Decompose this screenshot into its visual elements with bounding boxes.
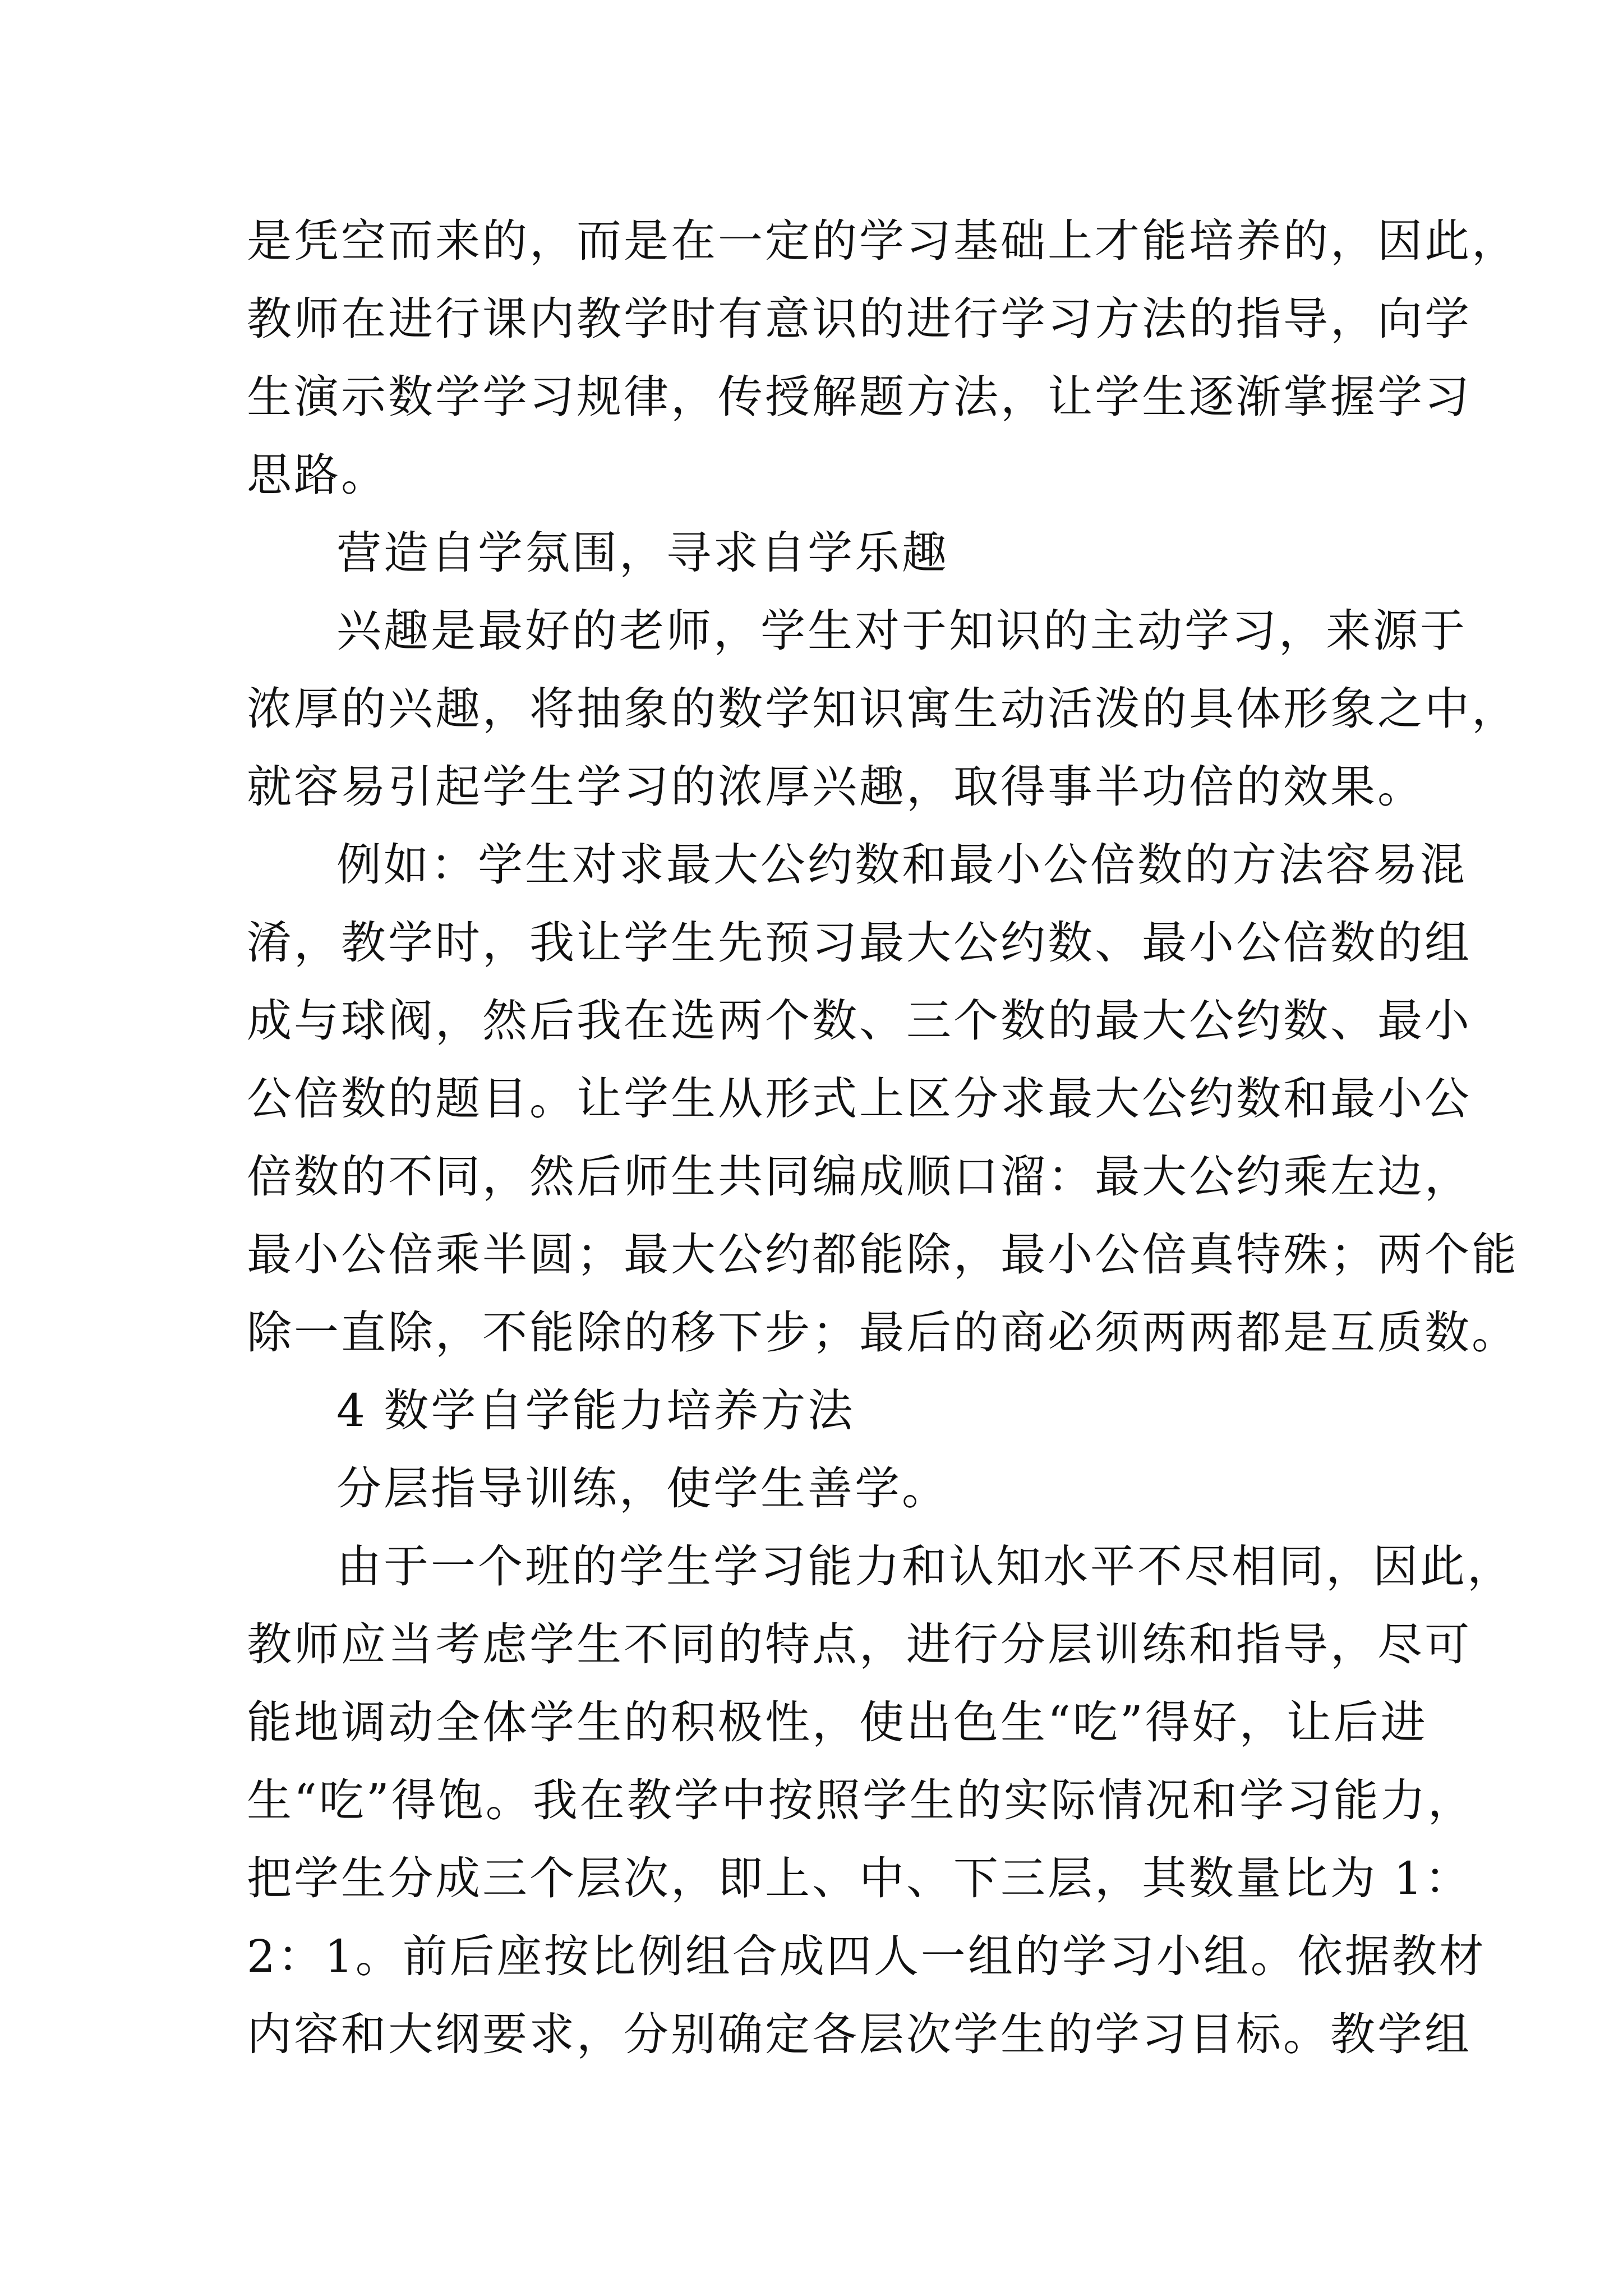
- text-line: 教师在进行课内教学时有意识的进行学习方法的指导，向学: [247, 293, 1472, 345]
- section-heading: [247, 514, 1380, 592]
- section-heading: [247, 1372, 1380, 1450]
- text-line: 思路。: [247, 449, 388, 501]
- text-line: 最小公倍乘半圆；最大公约都能除，最小公倍真特殊；两个能: [247, 1228, 1519, 1281]
- text-line: 把学生分成三个层次，即上、中、下三层，其数量比为 1：: [247, 1852, 1472, 1904]
- text-line: 成与球阀，然后我在选两个数、三个数的最大公约数、最小: [247, 995, 1472, 1047]
- body-text: [247, 202, 1519, 2073]
- text-line: 公倍数的题目。让学生从形式上区分求最大公约数和最小公: [247, 1073, 1472, 1125]
- paragraph: [247, 1527, 1514, 2073]
- text-line: 是凭空而来的，而是在一定的学习基础上才能培养的，因此，: [247, 215, 1519, 267]
- paragraph: [247, 826, 1519, 1372]
- heading-text: 营造自学氛围，寻求自学乐趣: [336, 527, 949, 579]
- text-line: 生演示数学学习规律，传授解题方法，让学生逐渐掌握学习: [247, 371, 1472, 423]
- text-line: 例如：学生对求最大公约数和最小公倍数的方法容易混: [336, 839, 1467, 891]
- text-line: 教师应当考虑学生不同的特点，进行分层训练和指导，尽可: [247, 1618, 1472, 1671]
- text-line: 2：1。前后座按比例组合成四人一组的学习小组。依据教材: [247, 1930, 1486, 1982]
- paragraph: [247, 592, 1519, 826]
- text-line: 倍数的不同，然后师生共同编成顺口溜：最大公约乘左边，: [247, 1151, 1472, 1203]
- text-line: 就容易引起学生学习的浓厚兴趣，取得事半功倍的效果。: [247, 761, 1424, 813]
- section-heading: [247, 1450, 1380, 1527]
- paragraph: [247, 202, 1519, 514]
- text-line: 浓厚的兴趣，将抽象的数学知识寓生动活泼的具体形象之中，: [247, 683, 1519, 735]
- text-line: 内容和大纲要求，分别确定各层次学生的学习目标。教学组: [247, 2008, 1472, 2060]
- text-line: 能地调动全体学生的积极性，使出色生“吃”得好，让后进: [247, 1696, 1428, 1749]
- text-line: 由于一个班的学生学习能力和认知水平不尽相同，因此，: [336, 1540, 1514, 1593]
- text-line: 生“吃”得饱。我在教学中按照学生的实际情况和学习能力，: [247, 1774, 1475, 1826]
- text-line: 兴趣是最好的老师，学生对于知识的主动学习，来源于: [336, 605, 1467, 657]
- heading-text: 分层指导训练，使学生善学。: [336, 1462, 949, 1515]
- heading-text: 4 数学自学能力培养方法: [336, 1384, 855, 1437]
- text-line: 淆，教学时，我让学生先预习最大公约数、最小公倍数的组: [247, 917, 1472, 969]
- text-line: 除一直除，不能除的移下步；最后的商必须两两都是互质数。: [247, 1306, 1519, 1359]
